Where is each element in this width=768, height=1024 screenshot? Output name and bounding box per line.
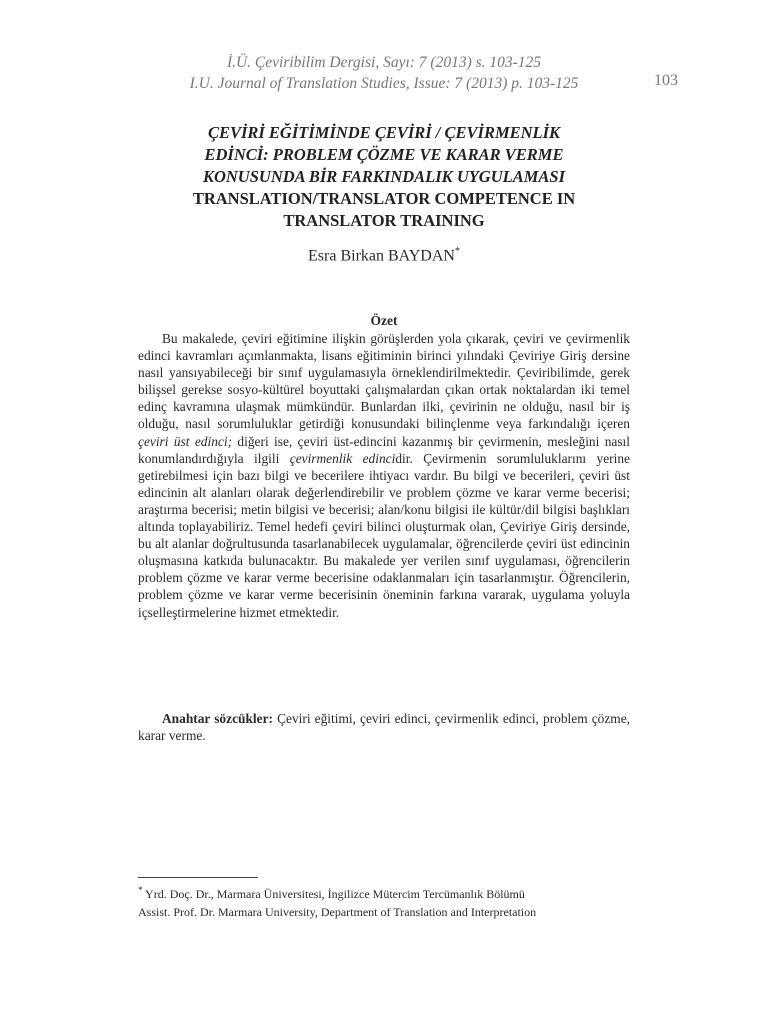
journal-header-english: I.U. Journal of Translation Studies, Issue: 7 (2013) p. 103-125 — [189, 75, 579, 92]
keywords-text: Çeviri eğitimi, çeviri edinci, çevirmenlik edinci, problem çözme, karar verme. — [138, 711, 631, 744]
abstract-text-part-2: diğeri ise, çeviri üst-edincini kazanmış bir çevirmenin, mesleğini nasıl konumlandırdığıyla ilgili — [138, 433, 630, 466]
abstract-text-part-1: Bu makalede, çeviri eğitimine ilişkin görüşlerden yola çıkarak, çeviri ve çevirmenlik edinci kavramları açımlanmakta, lisans eğitiminin birinci yılındaki Çeviriye Giriş dersine nasıl yansıyabileceği bir sınıf uygulamasıyla örneklendirilmektedir. Çeviribilimde, gerek bilişsel gerekse sosyo-kültürel boyuttaki çalışmalardan çıkan ortak noktalardan iki temel edinç kavramına ulaşmak mümkündür. Bunlardan ilki, çevirinin ne olduğu, nasıl bir iş olduğu, nasıl sorumluluklar getirdiği konusundaki bilinçlenme veya farkındalığı içeren — [138, 331, 630, 432]
footnote-divider — [138, 877, 258, 878]
author-footnote-marker: * — [454, 246, 460, 257]
abstract-body — [138, 330, 630, 621]
title-turkish-line-2: EDİNCİ: PROBLEM ÇÖZME VE KARAR VERME — [204, 145, 564, 164]
page-number: 103 — [654, 72, 678, 89]
footnote-english-affiliation: Assist. Prof. Dr. Marmara University, Department of Translation and Interpretation — [138, 904, 537, 919]
footnote-turkish-affiliation: Yrd. Doç. Dr., Marmara Üniversitesi, İngilizce Mütercim Tercümanlık Bölümü — [142, 887, 525, 901]
keywords-section — [138, 710, 630, 744]
article-title — [138, 122, 630, 232]
abstract-italic-term-2: çevirmenlik edinci — [289, 450, 396, 466]
footnote-line-1 — [138, 882, 630, 904]
keywords-paragraph — [138, 710, 630, 744]
title-english-line-1: TRANSLATION/TRANSLATOR COMPETENCE IN — [192, 189, 576, 208]
author-footnote — [138, 882, 630, 921]
author-line — [138, 246, 630, 265]
journal-header — [0, 52, 768, 94]
title-turkish-line-3: KONUSUNDA BİR FARKINDALIK UYGULAMASI — [202, 167, 566, 186]
journal-header-turkish: İ.Ü. Çeviribilim Dergisi, Sayı: 7 (2013) s. 103-125 — [226, 54, 542, 71]
abstract-paragraph — [138, 330, 630, 621]
author-name: Esra Birkan BAYDAN — [308, 247, 455, 265]
footnote-marker: * — [138, 885, 143, 895]
abstract-text-part-3: dir. Çevirmenin sorumluluklarını yerine getirebilmesi için bazı bilgi ve becerilere ihtiyacı vardır. Bu bilgi ve becerileri, çeviri üst edincinin alt alanları olarak değerlendirebilir ve problem çözme ve karar verme becerisi; araştırma becerisi; metin bilgisi ve becerisi; alan/konu bilgisi ile kültür/dil bilgisi başlıkları altında toplayabiliriz. Temel hedefi çeviri bilinci oluşturmak olan, Çeviriye Giriş dersinde, bu alt alanlar doğrultusunda tasarlanabilecek uygulamalar, öğrencilerde çeviri üst edincinin oluşmasına katkıda bulunacaktır. Bu makalede yer verilen sınıf uygulaması, öğrencilerin problem çözme ve karar verme becerisine odaklanmaları için tasarlanmıştır. Öğrencilerin, problem çözme ve karar verme becerisinin öneminin farkına vararak, uygulama yoluyla içselleştirmelerine hizmet etmektedir. — [138, 450, 630, 620]
title-turkish-line-1: ÇEVİRİ EĞİTİMİNDE ÇEVİRİ / ÇEVİRMENLİK — [207, 123, 561, 142]
title-english-line-2: TRANSLATOR TRAINING — [283, 211, 485, 230]
keywords-label: Anahtar sözcükler: — [162, 711, 273, 726]
abstract-heading: Özet — [370, 313, 398, 328]
abstract-italic-term-1: çeviri üst edinci; — [138, 433, 233, 449]
